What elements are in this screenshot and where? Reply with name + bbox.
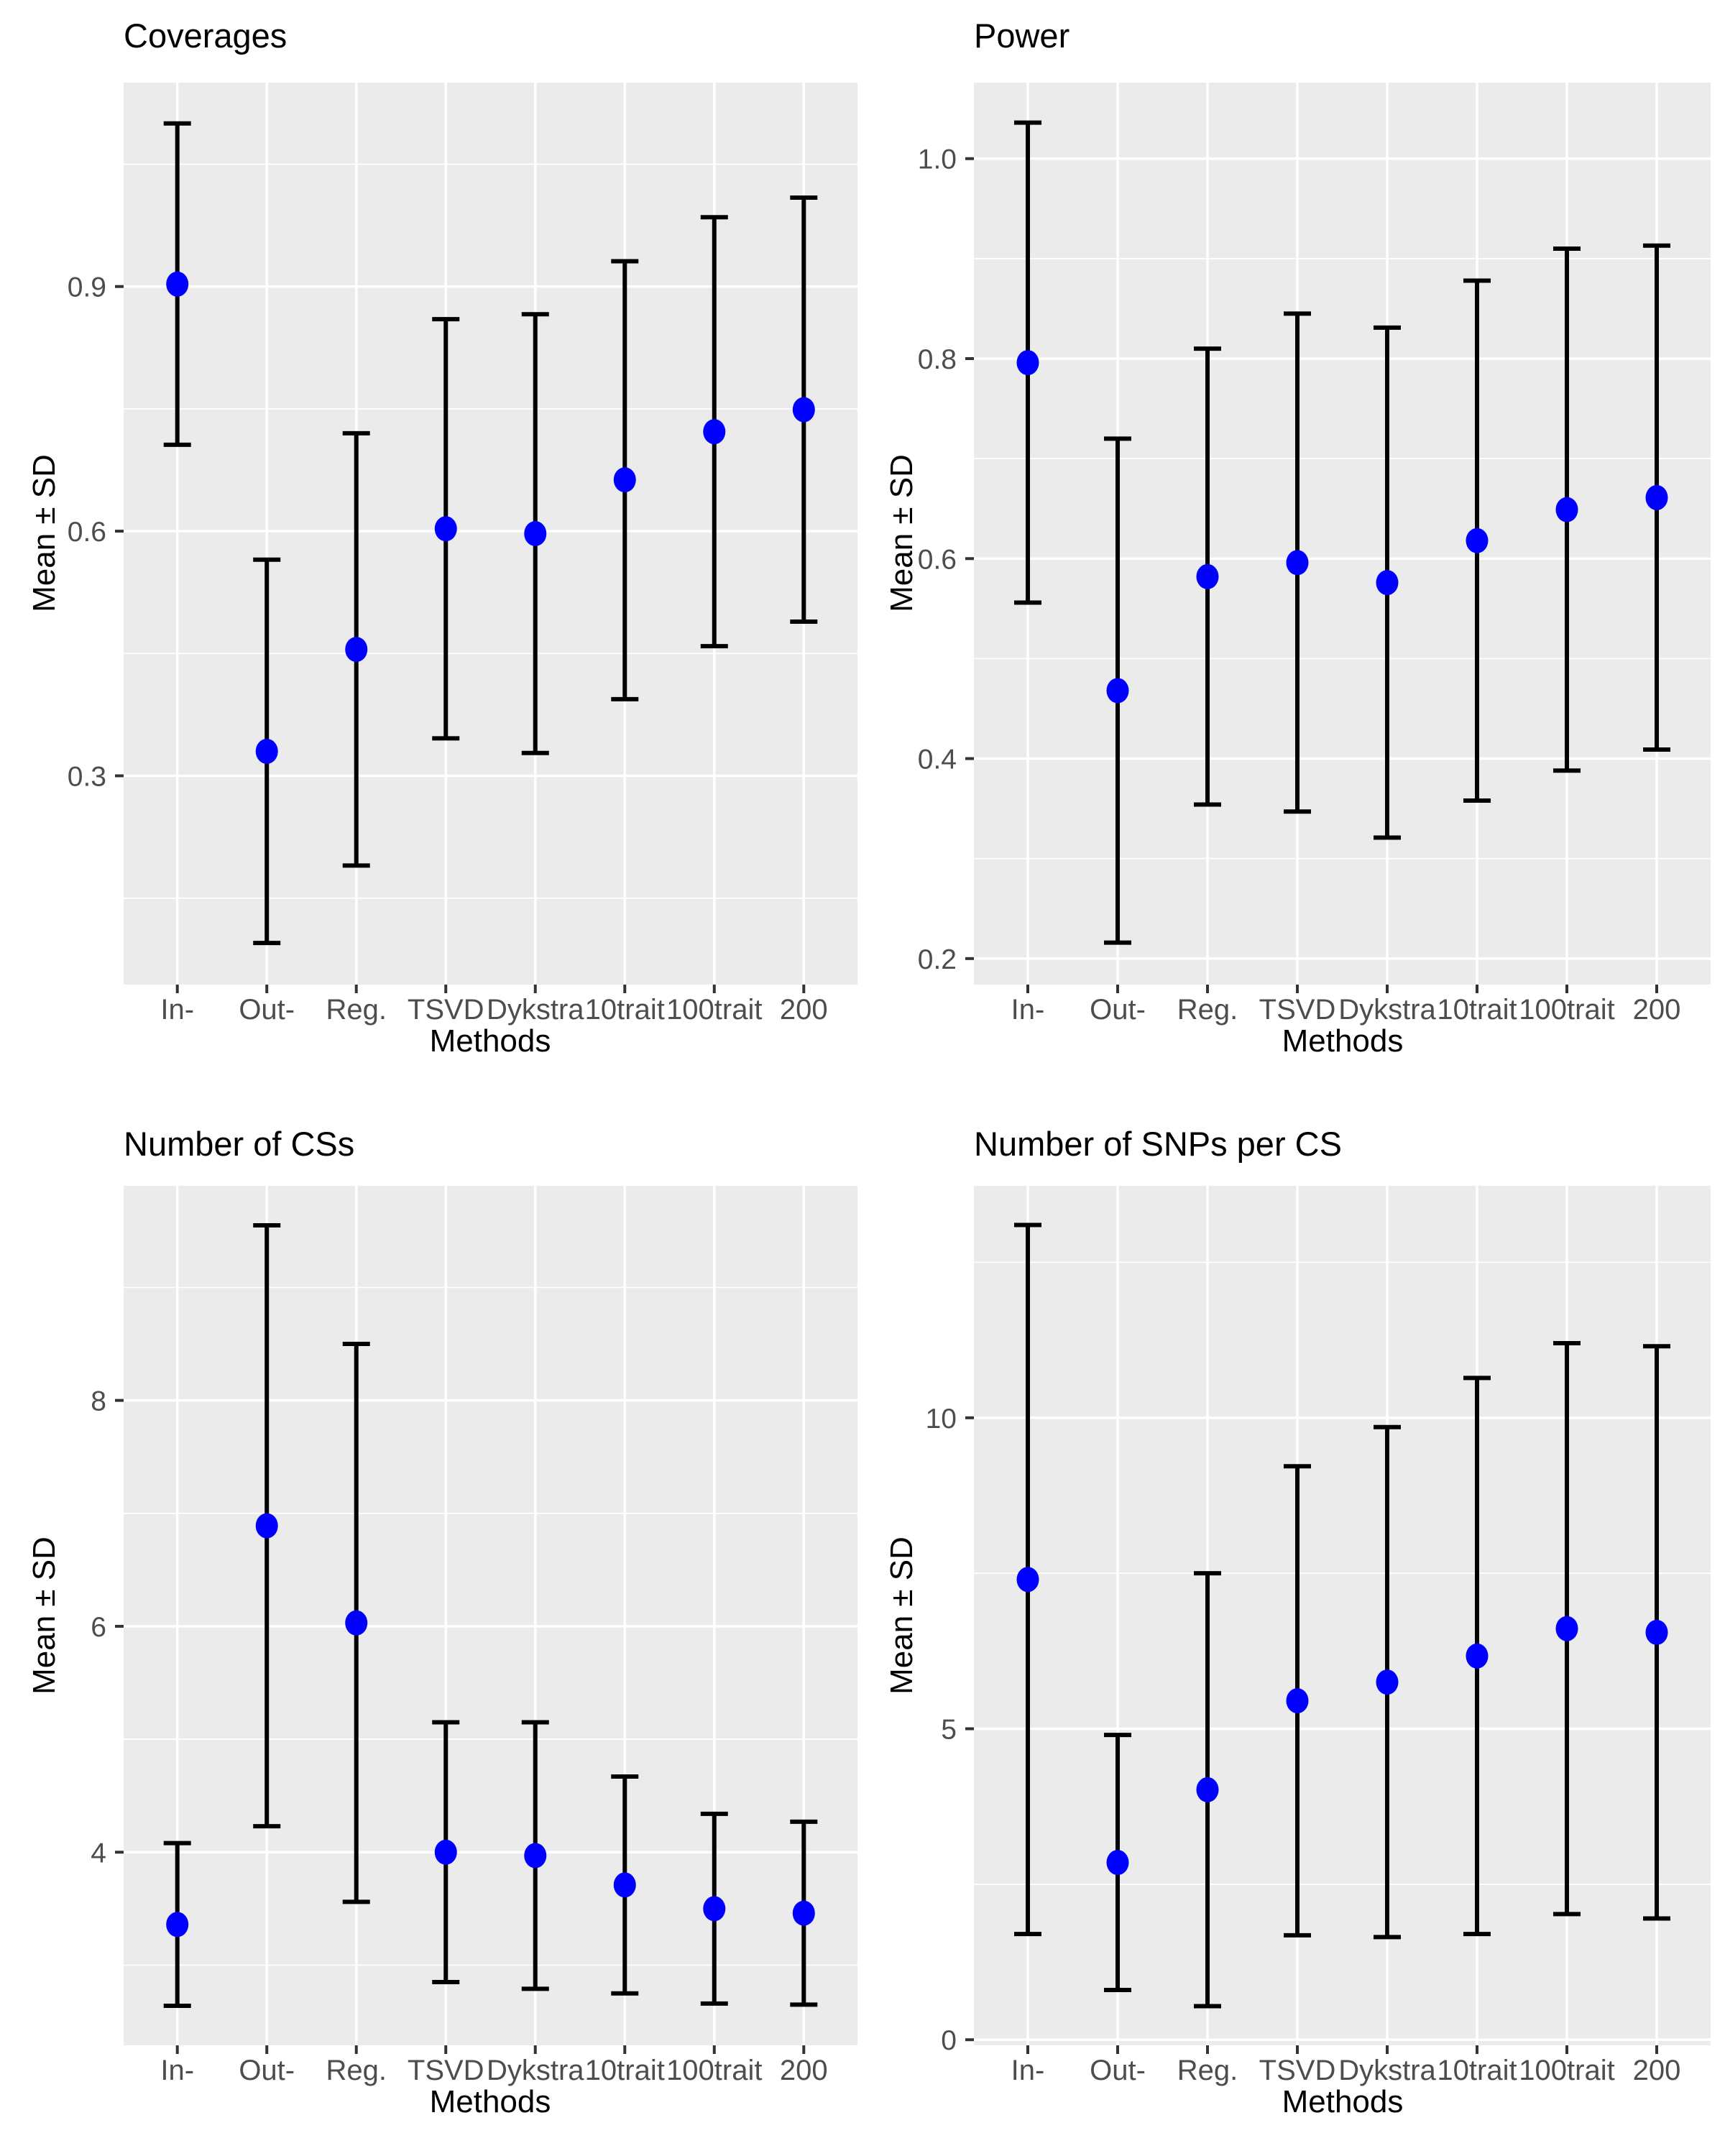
x-tick-label: In-	[1011, 994, 1045, 1026]
data-point	[166, 272, 188, 297]
x-tick-label: TSVD	[1259, 2055, 1336, 2086]
y-tick-label: 0.4	[917, 744, 957, 775]
y-tick-label: 0.9	[67, 272, 106, 303]
x-tick-label: TSVD	[407, 994, 484, 1026]
x-tick-label: TSVD	[1259, 994, 1336, 1026]
x-tick-label: 100trait	[1519, 2055, 1615, 2086]
x-tick-label: Out-	[1090, 2055, 1146, 2086]
x-tick-label: 200	[1632, 2055, 1681, 2086]
y-axis-title: Mean ± SD	[27, 454, 62, 612]
x-tick-label: 200	[779, 2055, 828, 2086]
chart-title: Number of SNPs per CS	[974, 1125, 1342, 1163]
data-point	[1556, 1616, 1578, 1641]
data-point	[793, 1901, 815, 1926]
x-tick-label: Reg.	[1177, 994, 1238, 1026]
data-point	[1017, 350, 1039, 375]
y-axis-title: Mean ± SD	[884, 1537, 919, 1695]
y-tick-label: 5	[941, 1714, 957, 1746]
chart-number-of-snps-per-cs	[862, 1078, 1725, 2156]
y-axis-title: Mean ± SD	[27, 1537, 62, 1695]
data-point	[256, 739, 278, 764]
data-point	[1646, 1620, 1668, 1645]
x-tick-label: Dykstra	[1338, 994, 1436, 1026]
chart-title: Number of CSs	[124, 1125, 355, 1163]
x-tick-label: 10trait	[1437, 994, 1517, 1026]
x-tick-label: In-	[160, 994, 195, 1026]
x-tick-label: Out-	[239, 2055, 295, 2086]
panel-background	[124, 83, 857, 985]
y-tick-label: 0.8	[917, 344, 957, 376]
x-tick-label: Dykstra	[486, 2055, 584, 2086]
data-point	[1197, 1777, 1219, 1802]
y-tick-label: 10	[925, 1403, 957, 1434]
x-tick-label: 10trait	[1437, 2055, 1517, 2086]
data-point	[166, 1912, 188, 1937]
y-tick-label: 6	[91, 1611, 106, 1643]
data-point	[1197, 564, 1219, 589]
x-axis-title: Methods	[1282, 1023, 1404, 1059]
x-tick-label: Out-	[239, 994, 295, 1026]
data-point	[524, 521, 546, 546]
data-point	[1466, 1644, 1489, 1669]
x-axis-title: Methods	[1282, 2084, 1404, 2119]
x-tick-label: 100trait	[666, 994, 763, 1026]
plot-area-number-of-css	[0, 1078, 862, 2156]
data-point	[614, 467, 636, 492]
x-tick-label: In-	[1011, 2055, 1045, 2086]
x-tick-label: 100trait	[666, 2055, 763, 2086]
x-tick-label: 200	[1632, 994, 1681, 1026]
data-point	[345, 637, 367, 662]
data-point	[1466, 528, 1489, 553]
plot-area-power	[862, 0, 1725, 1078]
y-tick-label: 1.0	[917, 144, 957, 175]
data-point	[614, 1872, 636, 1897]
data-point	[793, 397, 815, 423]
panel-background	[974, 1186, 1711, 2045]
data-point	[1376, 570, 1399, 595]
data-point	[1107, 1850, 1129, 1875]
x-tick-label: 10trait	[584, 994, 665, 1026]
x-tick-label: 100trait	[1519, 994, 1615, 1026]
data-point	[1107, 678, 1129, 703]
data-point	[1376, 1669, 1399, 1695]
x-tick-label: Reg.	[326, 994, 387, 1026]
data-point	[1017, 1567, 1039, 1592]
data-point	[524, 1843, 546, 1868]
data-point	[1287, 1688, 1309, 1713]
plot-area-number-of-snps-per-cs	[862, 1078, 1725, 2156]
data-point	[435, 1840, 457, 1865]
chart-number-of-css	[0, 1078, 862, 2156]
y-tick-label: 0	[941, 2025, 957, 2057]
data-point	[1646, 485, 1668, 510]
x-tick-label: 200	[779, 994, 828, 1026]
data-point	[703, 419, 725, 444]
x-tick-label: 10trait	[584, 2055, 665, 2086]
data-point	[256, 1514, 278, 1539]
data-point	[345, 1611, 367, 1636]
data-point	[703, 1896, 725, 1921]
y-tick-label: 8	[91, 1386, 106, 1417]
data-point	[435, 516, 457, 541]
y-axis-title: Mean ± SD	[884, 454, 919, 612]
y-tick-label: 0.6	[67, 517, 106, 548]
x-tick-label: Reg.	[1177, 2055, 1238, 2086]
y-tick-label: 0.6	[917, 544, 957, 576]
x-tick-label: Dykstra	[486, 994, 584, 1026]
x-axis-title: Methods	[429, 1023, 551, 1059]
panel-background	[974, 83, 1711, 985]
y-tick-label: 4	[91, 1838, 106, 1869]
data-point	[1556, 497, 1578, 522]
x-tick-label: TSVD	[407, 2055, 484, 2086]
x-axis-title: Methods	[429, 2084, 551, 2119]
chart-title: Coverages	[124, 17, 288, 55]
x-tick-label: Dykstra	[1338, 2055, 1436, 2086]
panel-background	[124, 1186, 857, 2045]
y-tick-label: 0.2	[917, 944, 957, 975]
chart-title: Power	[974, 17, 1070, 55]
data-point	[1287, 550, 1309, 575]
x-tick-label: Out-	[1090, 994, 1146, 1026]
x-tick-label: Reg.	[326, 2055, 387, 2086]
x-tick-label: In-	[160, 2055, 195, 2086]
chart-power	[862, 0, 1725, 1078]
chart-coverages	[0, 0, 862, 1078]
plot-area-coverages	[0, 0, 862, 1078]
y-tick-label: 0.3	[67, 761, 106, 793]
